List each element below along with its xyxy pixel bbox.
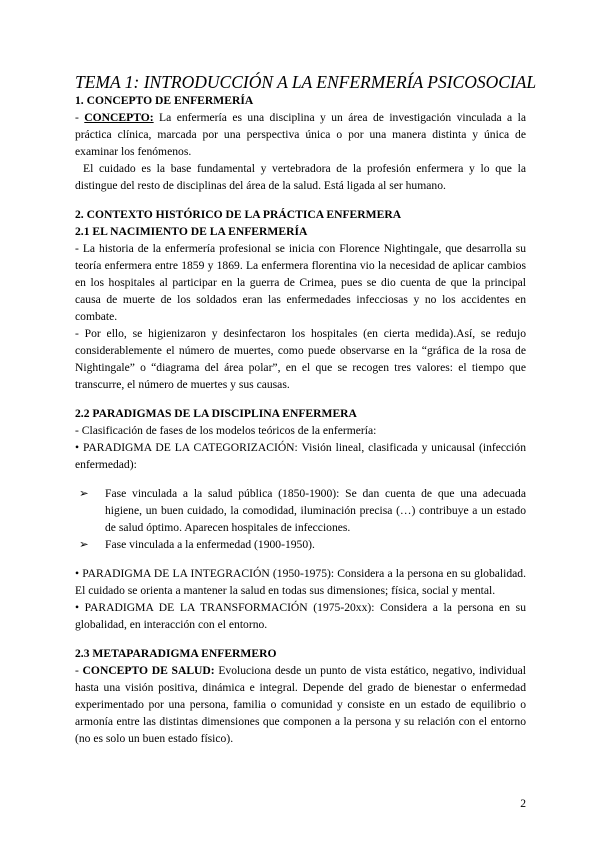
list-item-text: Fase vinculada a la enfermedad (1900-1950). (105, 538, 315, 551)
arrow-bullet-icon: ➢ (79, 487, 89, 500)
page-number: 2 (520, 797, 526, 810)
page-title: TEMA 1: INTRODUCCIÓN A LA ENFERMERÍA PSICOSOCIAL (75, 72, 537, 92)
keyword-concepto: CONCEPTO: (84, 111, 154, 124)
list-item-text: Fase vinculada a la salud pública (1850-1900): Se dan cuenta de que una adecuada higiene, un buen cuidado, la comodidad, iluminación precisa (…) contribuye a un estado de salud óptimo. Aparecen hospitales de infecciones. (105, 487, 526, 534)
dash: - (75, 111, 85, 124)
arrow-bullet-icon: ➢ (79, 538, 89, 551)
paragraph-concepto (75, 109, 526, 160)
paragraph-transformacion: • PARADIGMA DE LA TRANSFORMACIÓN (1975-20xx): Considera a la persona en su globalidad, en interacción con el entorno. (75, 601, 526, 631)
arrow-list (75, 485, 526, 553)
salud-text: Evoluciona desde un punto de vista estático, negativo, individual hasta una visión positiva, dinámica e integral. Depende del grado de bienestar o enfermedad experimentado por una persona, familia o comunidad y consiste en un estado de equilibrio o armonía entre las distintas dimensiones que componen a la persona y su relación con el entorno (no es solo un buen estado físico). (75, 664, 526, 745)
subsection-heading-paradigmas: 2.2 PARADIGMAS DE LA DISCIPLINA ENFERMERA (75, 407, 357, 420)
paragraph-integracion: • PARADIGMA DE LA INTEGRACIÓN (1950-1975): Considera a la persona en su globalidad. El cuidado se orienta a mantener la salud en todas sus dimensiones; física, social y mental. (75, 567, 526, 597)
subsection-heading-nacimiento: 2.1 EL NACIMIENTO DE LA ENFERMERÍA (75, 225, 308, 238)
paragraph-historia: - La historia de la enfermería profesional se inicia con Florence Nightingale, que desarrolla su teoría enfermera entre 1859 y 1869. La enfermera florentina vio la necesidad de aplicar cambios en los hospitales al participar en la guerra de Crimea, pues se dio cuenta de que la principal causa de muerte de los soldados eran las enfermedades infecciosas y no los accidentes en combate. (75, 242, 526, 323)
section-heading-concepto: 1. CONCEPTO DE ENFERMERÍA (75, 94, 254, 107)
paragraph-higiene: - Por ello, se higienizaron y desinfectaron los hospitales (en cierta medida).Así, se redujo considerablemente el número de muertes, como puede observarse en la “gráfica de la rosa de Nightingale” o “diagrama del área polar”, en el que se recogen tres valores: el tiempo que transcurre, el número de muertes y sus causas. (75, 327, 526, 391)
list-item (79, 485, 526, 536)
concepto-text: La enfermería es una disciplina y un área de investigación vinculada a la práctica clínica, marcada por una perspectiva única o por una manera distinta y única de examinar los fenómenos. (75, 111, 526, 158)
subsection-heading-metaparadigma: 2.3 METAPARADIGMA ENFERMERO (75, 647, 277, 660)
section-heading-contexto: 2. CONTEXTO HISTÓRICO DE LA PRÁCTICA ENFERMERA (75, 208, 402, 221)
list-item (79, 536, 526, 553)
paragraph-clasificacion: - Clasificación de fases de los modelos teóricos de la enfermería: (75, 424, 377, 437)
paragraph-categorizacion: • PARADIGMA DE LA CATEGORIZACIÓN: Visión lineal, clasificada y unicausal (infección enfermedad): (75, 441, 526, 471)
document-body (75, 72, 537, 747)
keyword-salud: CONCEPTO DE SALUD: (82, 664, 215, 677)
paragraph-salud (75, 662, 526, 747)
dash: - (75, 664, 83, 677)
paragraph-cuidado: El cuidado es la base fundamental y vertebradora de la profesión enfermera y lo que la distingue del resto de disciplinas del área de la salud. Está ligada al ser humano. (75, 162, 526, 192)
